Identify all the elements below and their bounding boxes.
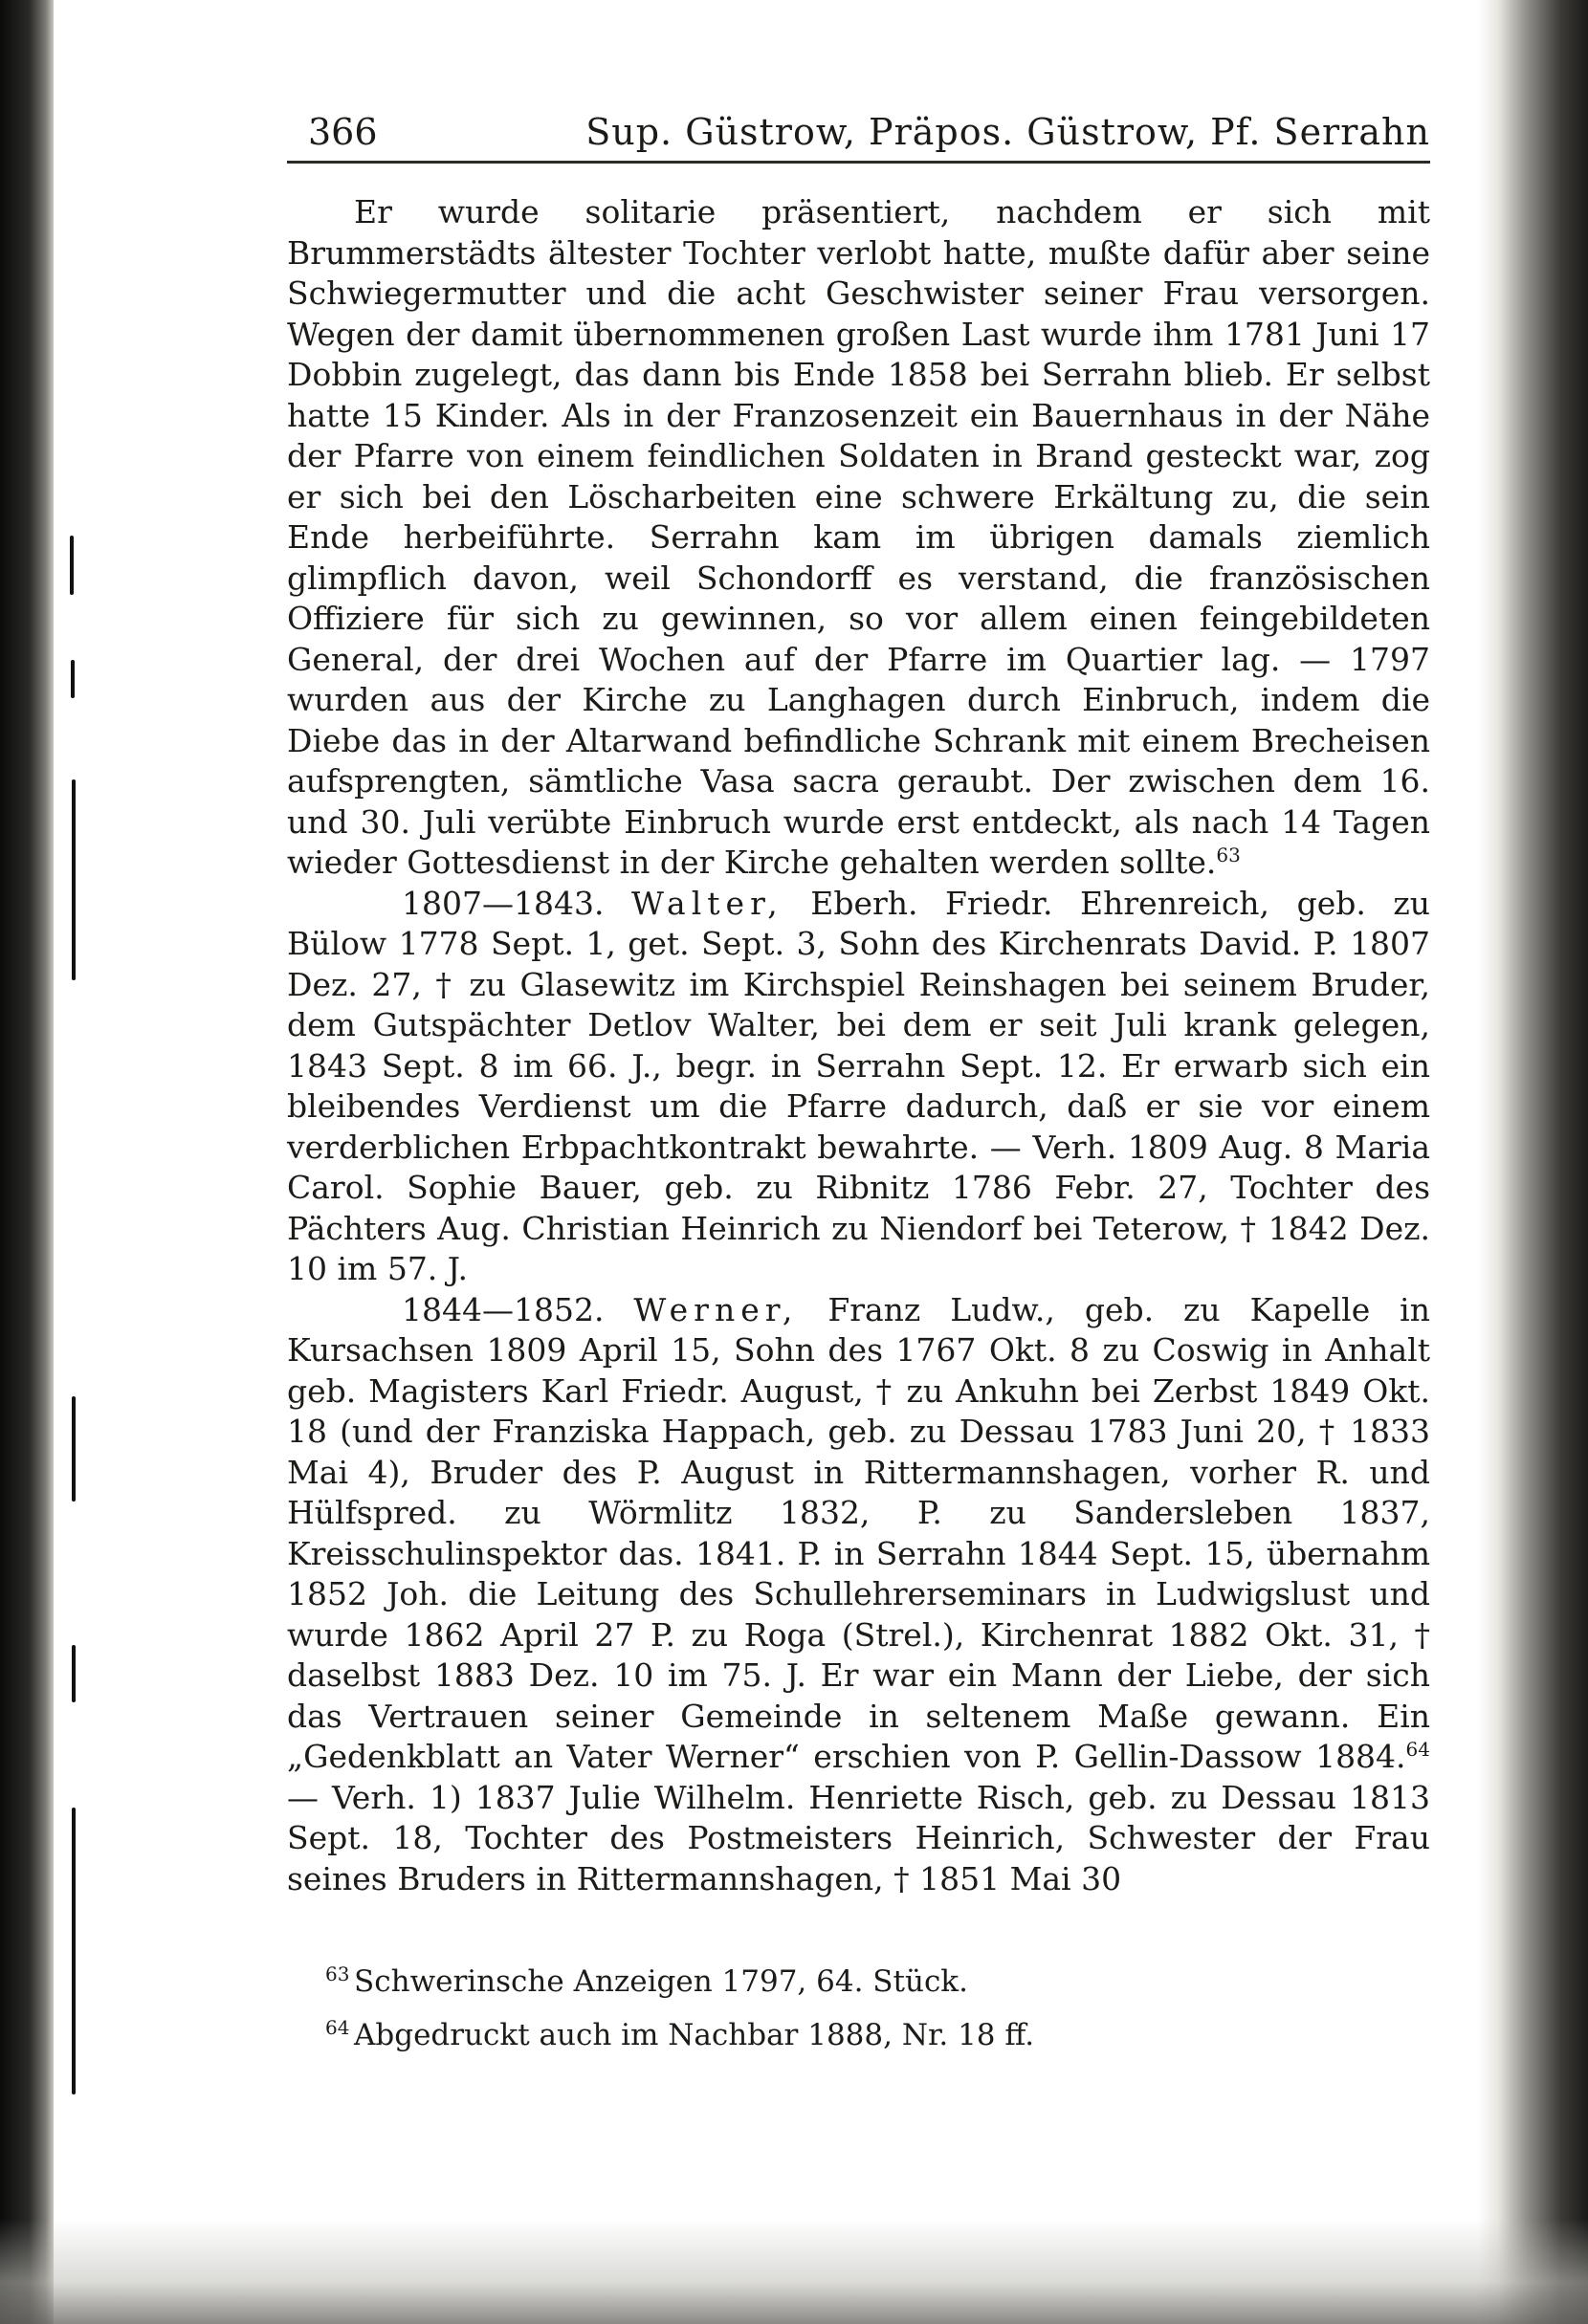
margin-mark <box>72 1808 76 2094</box>
page-header <box>287 103 1430 164</box>
entry-years: 1844—1852. <box>402 1290 605 1328</box>
book-page <box>287 103 1430 2062</box>
pastor-entry <box>287 884 1430 1290</box>
scan-right-shadow <box>1478 0 1588 2324</box>
entry-text: Franz Ludw., geb. zu Kapelle in Kursachsen 1809 April 15, Sohn des 1767 Okt. 8 zu Coswig in Anhalt geb. Magisters Karl Friedr. August, † zu Ankuhn bei Zerbst 1849 Okt. 18 (und der Franziska Happach, geb. zu Dessau 1783 Juni 20, † 1833 Mai 4), Bruder des P. August in Rittermannshagen, vorher R. und Hülfspred. zu Wörmlitz 1832, P. zu Sandersleben 1837, Kreisschulinspektor das. 1841. P. in Serrahn 1844 Sept. 15, übernahm 1852 Joh. die Leitung des Schullehrerseminars in Ludwigslust und wurde 1862 April 27 P. zu Roga (Strel.), Kirchenrat 1882 Okt. 31, † daselbst 1883 Dez. 10 im 75. J. Er war ein Mann der Liebe, der sich das Vertrauen seiner Gemeinde in seltenem Maße gewann. Ein „Gedenkblatt an Vater Werner“ erschien von P. Gellin-Dassow 1884. <box>287 1290 1430 1775</box>
footnote-reference: 63 <box>1216 844 1241 866</box>
paragraph <box>287 192 1430 884</box>
entry-surname: Werner, <box>633 1290 799 1328</box>
entry-text: Eberh. Friedr. Ehrenreich, geb. zu Bülow 1778 Sept. 1, get. Sept. 3, Sohn des Kirchenrats David. P. 1807 Dez. 27, † zu Glasewitz im Kirchspiel Reinshagen bei seinem Bruder, dem Gutspächter Detlov Walter, bei dem er seit Juli krank gelegen, 1843 Sept. 8 im 66. J., begr. in Serrahn Sept. 12. Er erwarb sich ein bleibendes Verdienst um die Pfarre dadurch, daß er sie vor einem verderblichen Erbpachtkontrakt bewahrte. — Verh. 1809 Aug. 8 Maria Carol. Sophie Bauer, geb. zu Ribnitz 1786 Febr. 27, Tochter des Pächters Aug. Christian Heinrich zu Niendorf bei Teterow, † 1842 Dez. 10 im 57. J. <box>287 884 1430 1287</box>
footnote-reference: 64 <box>1405 1738 1430 1761</box>
footnote <box>287 2008 1430 2062</box>
entry-surname: Walter, <box>631 884 783 922</box>
page-number: 366 <box>308 111 378 153</box>
margin-mark <box>70 536 74 595</box>
footnote-text: Abgedruckt auch im Nachbar 1888, Nr. 18 ff. <box>354 2018 1035 2052</box>
margin-mark <box>72 779 76 980</box>
margin-mark <box>72 1645 76 1702</box>
footnotes <box>287 1955 1430 2062</box>
footnote <box>287 1955 1430 2008</box>
scan-left-gutter <box>0 0 54 2324</box>
margin-mark <box>71 660 75 698</box>
scan-bottom-shadow <box>0 2219 1588 2324</box>
running-head: Sup. Güstrow, Präpos. Güstrow, Pf. Serrahn <box>585 111 1430 153</box>
pastor-entry <box>287 1290 1430 1900</box>
page-body <box>287 192 1430 1899</box>
paragraph-text: Er wurde solitarie präsentiert, nachdem er sich mit Brummerstädts ältester Tochter verlobt hatte, mußte dafür aber seine Schwiegermutter und die acht Geschwister seiner Frau versorgen. Wegen der damit übernommenen großen Last wurde ihm 1781 Juni 17 Dobbin zugelegt, das dann bis Ende 1858 bei Serrahn blieb. Er selbst hatte 15 Kinder. Als in der Franzosenzeit ein Bauernhaus in der Nähe der Pfarre von einem feindlichen Soldaten in Brand gesteckt war, zog er sich bei den Löscharbeiten eine schwere Erkältung zu, die sein Ende herbeiführte. Serrahn kam im übrigen damals ziemlich glimpflich davon, weil Schondorff es verstand, die französischen Offiziere für sich zu gewinnen, so vor allem einen feingebildeten General, der drei Wochen auf der Pfarre im Quartier lag. — 1797 wurden aus der Kirche zu Langhagen durch Einbruch, indem die Diebe das in der Altarwand befindliche Schrank mit einem Brecheisen aufsprengten, sämtliche Vasa sacra geraubt. Der zwischen dem 16. und 30. Juli verübte Einbruch wurde erst entdeckt, als nach 14 Tagen wieder Gottesdienst in der Kirche gehalten werden sollte. <box>287 193 1430 881</box>
footnote-text: Schwerinsche Anzeigen 1797, 64. Stück. <box>354 1964 968 1999</box>
footnote-mark: 64 <box>325 2016 350 2039</box>
entry-text-continued: — Verh. 1) 1837 Julie Wilhelm. Henriette Risch, geb. zu Dessau 1813 Sept. 18, Tochter des Postmeisters Heinrich, Schwester der Frau seines Bruders in Rittermannshagen, † 1851 Mai 30 <box>287 1778 1430 1897</box>
margin-mark <box>72 1396 76 1502</box>
footnote-mark: 63 <box>325 1962 350 1985</box>
entry-years: 1807—1843. <box>402 884 605 922</box>
